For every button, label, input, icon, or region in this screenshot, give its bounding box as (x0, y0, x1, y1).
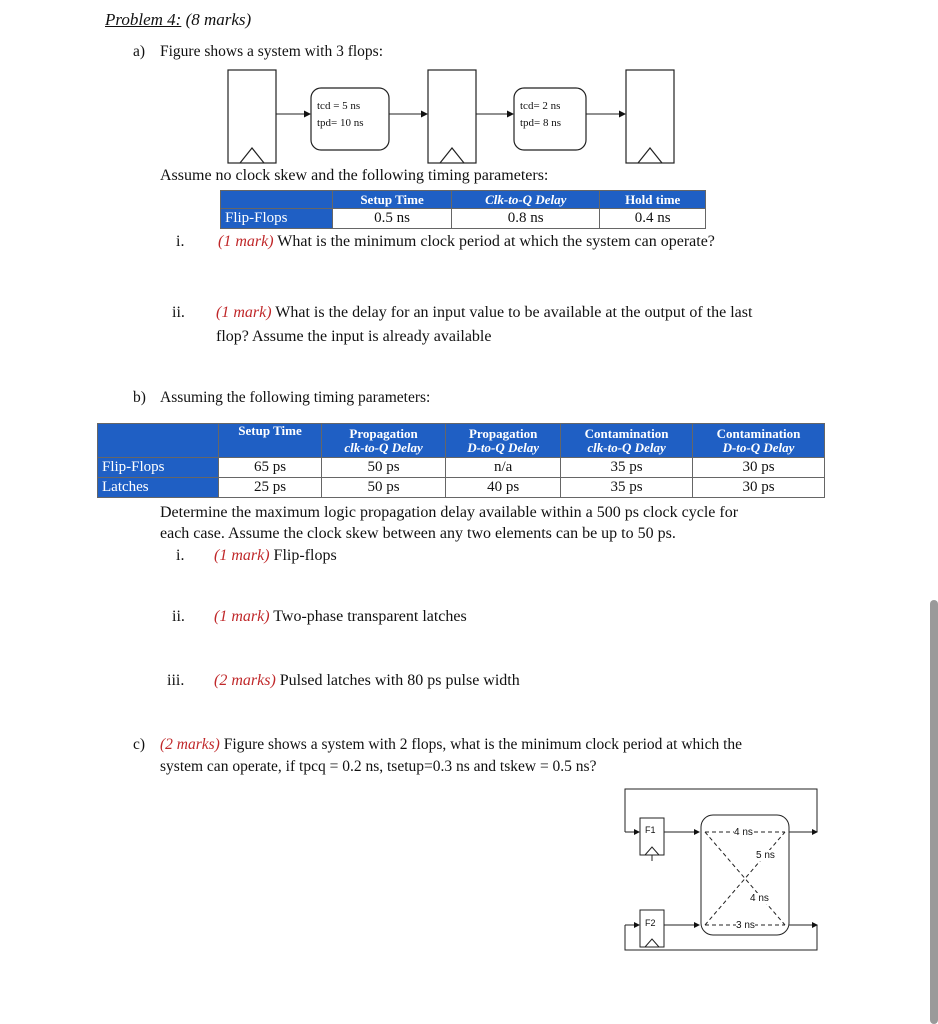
header-prop-clk-q (322, 424, 446, 458)
b-determine-line1: Determine the maximum logic propagation delay available within a 500 ps clock cycle for (160, 504, 739, 521)
timing-table-b (97, 423, 825, 498)
row-label: Flip-Flops (98, 458, 219, 478)
block2-tpd: tpd= 8 ns (520, 117, 562, 129)
header-line1: Setup Time (238, 423, 302, 438)
label-diag-right-delay: 5 ns (756, 850, 775, 861)
header-line2: clk-to-Q Delay (344, 439, 423, 455)
header-hold: Hold time (600, 191, 706, 209)
row-label: Latches (98, 478, 219, 498)
c-text2: system can operate, if tpcq = 0.2 ns, tsetup=0.3 ns and tskew = 0.5 ns? (160, 758, 597, 775)
label-top-delay: 4 ns (734, 827, 753, 838)
header-setup: Setup Time (333, 191, 452, 209)
table-cell: 35 ps (561, 478, 693, 498)
part-c-letter: c) (133, 736, 146, 753)
b-q2-num: ii. (172, 608, 185, 625)
a-q2-line1 (216, 304, 752, 322)
header-line2: D-to-Q Delay (467, 439, 540, 455)
problem-marks: (8 marks) (185, 10, 252, 29)
table-cell: 35 ps (561, 458, 693, 478)
flop-2 (428, 70, 476, 163)
flop-f2 (640, 910, 664, 947)
a-q2-text1: What is the delay for an input value to be available at the output of the last (275, 304, 753, 321)
flop-3 (626, 70, 674, 163)
problem-number: Problem 4: (105, 10, 182, 29)
header-cont-d-q (693, 424, 825, 458)
b-q3 (214, 672, 520, 690)
b-q3-mark: (2 marks) (214, 672, 276, 689)
table-header-row (221, 191, 706, 209)
table-row (221, 209, 706, 229)
problem-title (105, 10, 251, 30)
two-flop-diagram (615, 785, 830, 965)
label-f1: F1 (645, 825, 656, 835)
header-line1: Propagation (468, 425, 538, 441)
table-cell: 50 ps (322, 478, 446, 498)
a-q2-mark: (1 mark) (216, 304, 272, 321)
header-setup-time (219, 424, 322, 458)
b-q1-num: i. (176, 547, 185, 564)
b-q1 (214, 547, 337, 565)
table-cell: 30 ps (693, 478, 825, 498)
header-cont-clk-q (561, 424, 693, 458)
b-determine-line2: each case. Assume the clock skew between any two elements can be up to 50 ps. (160, 525, 676, 542)
table-cell: 25 ps (219, 478, 322, 498)
b-q2-text: Two-phase transparent latches (273, 608, 467, 625)
b-q3-num: iii. (167, 672, 185, 689)
a-q2-text2: flop? Assume the input is already available (216, 328, 492, 345)
label-f2: F2 (645, 918, 656, 928)
block2-tcd: tcd= 2 ns (520, 100, 561, 112)
part-a-intro: Figure shows a system with 3 flops: (160, 43, 384, 60)
b-q3-text: Pulsed latches with 80 ps pulse width (279, 672, 520, 689)
c-text1: Figure shows a system with 2 flops, what is the minimum clock period at which the (223, 736, 743, 753)
table-cell: 40 ps (446, 478, 561, 498)
header-line2: clk-to-Q Delay (587, 439, 666, 455)
header-clk-to-q: Clk-to-Q Delay (452, 191, 600, 209)
flop-1 (228, 70, 276, 163)
table-row (98, 458, 825, 478)
a-q2-num: ii. (172, 304, 185, 321)
b-q2 (214, 608, 467, 626)
c-line1 (160, 736, 742, 754)
part-b-letter: b) (133, 389, 146, 406)
cell-clk-to-q: 0.8 ns (452, 209, 600, 229)
block1-tcd: tcd = 5 ns (317, 100, 361, 112)
label-diag-left-delay: 4 ns (750, 893, 769, 904)
header-line1: Contamination (584, 425, 669, 441)
flop-f1 (640, 818, 664, 855)
b-q1-text: Flip-flops (273, 547, 337, 564)
table-header-row (98, 424, 825, 458)
table-corner (221, 191, 333, 209)
c-mark: (2 marks) (160, 736, 220, 753)
row-label: Flip-Flops (221, 209, 333, 229)
part-a-assume: Assume no clock skew and the following timing parameters: (160, 167, 549, 184)
b-q2-mark: (1 mark) (214, 608, 270, 625)
table-cell: 50 ps (322, 458, 446, 478)
table-row (98, 478, 825, 498)
table-cell: 30 ps (693, 458, 825, 478)
header-prop-d-q (446, 424, 561, 458)
timing-table-a (220, 190, 706, 229)
a-q1-text: What is the minimum clock period at which the system can operate? (277, 233, 715, 250)
cell-hold: 0.4 ns (600, 209, 706, 229)
table-cell: n/a (446, 458, 561, 478)
header-line2: D-to-Q Delay (722, 439, 795, 455)
a-q1-mark: (1 mark) (218, 233, 274, 250)
table-cell: 65 ps (219, 458, 322, 478)
three-flop-diagram (220, 62, 690, 172)
cell-setup: 0.5 ns (333, 209, 452, 229)
block1-tpd: tpd= 10 ns (317, 117, 364, 129)
scrollbar[interactable] (930, 600, 938, 1024)
table-corner (98, 424, 219, 458)
part-b-intro: Assuming the following timing parameters: (160, 389, 431, 406)
b-q1-mark: (1 mark) (214, 547, 270, 564)
part-a-letter: a) (133, 43, 146, 60)
label-bottom-delay: 3 ns (736, 920, 755, 931)
header-line1: Contamination (716, 425, 801, 441)
a-q1-num: i. (176, 233, 185, 250)
header-line1: Propagation (349, 425, 418, 441)
a-q1 (218, 233, 715, 251)
